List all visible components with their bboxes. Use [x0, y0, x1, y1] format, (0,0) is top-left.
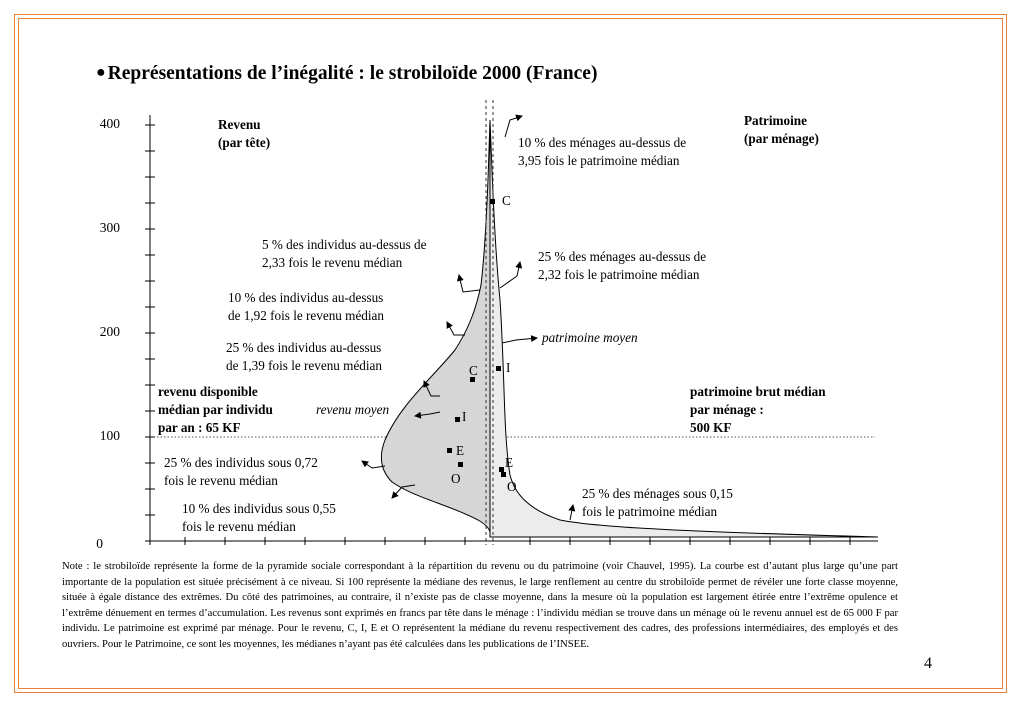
- footnote: Note : le strobiloïde représente la forme de la pyramide sociale correspondant à la répartition du revenu ou du patrimoine (voir Chauvel, 1995). La courbe est d’autant plus large qu’une part importante de la population est située précisément à ce niveau. Si 100 représente la médiane des revenus, le large renflement au centre du strobiloïde permet de révéler une forte classe moyenne, située à égale distance des extrêmes. Du côté des patrimoines, au contraire, il n’existe pas de classe moyenne, dans la mesure où la population est largement étirée entre l’extrême opulence et l’extrême dénuement en termes d’accumulation. Les revenus sont exprimés en francs par tête dans le ménage : l’individu médian se trouve dans un ménage où le revenu annuel est de 65 000 F par individu. Le patrimoine est exprimé par ménage. Pour le revenu, C, I, E et O représentent la médiane du revenu respectivement des cadres, des professions intermédiaires, des employés et des ouvriers. Pour le Patrimoine, ce sont les moyennes, les médianes n’ayant pas été calculées dans les publications de l’INSEE.: [62, 561, 898, 650]
- left-annotation-5pct: 5 % des individus au-dessus de 2,33 fois le revenu médian: [262, 237, 427, 270]
- income-strobiloid-shape: [381, 120, 490, 532]
- arrow-right-25pct-sous: [570, 505, 573, 520]
- point-left-E: E: [456, 443, 465, 458]
- revenu-moyen-label: revenu moyen: [316, 402, 390, 417]
- right-annotation-25pct: 25 % des ménages au-dessus de 2,32 fois le patrimoine médian: [538, 249, 707, 282]
- title-text: Représentations de l’inégalité : le strobiloïde 2000 (France): [107, 63, 598, 84]
- right-annotation-10pct: 10 % des ménages au-dessus de 3,95 fois le patrimoine médian: [518, 135, 687, 168]
- y-tick-100: 100: [99, 428, 120, 443]
- right-annotation-25pct-sous: 25 % des ménages sous 0,15 fois le patrimoine médian: [582, 486, 733, 519]
- marker-right-C: [490, 199, 495, 204]
- left-annotation-10pct: 10 % des individus au-dessus de 1,92 fois le revenu médian: [228, 290, 385, 323]
- point-left-I: I: [462, 409, 467, 424]
- y-tick-300: 300: [99, 220, 120, 235]
- arrow-left-5pct: [459, 275, 480, 292]
- right-header: Patrimoine (par ménage): [744, 113, 819, 146]
- left-annotation-25pct-sous: 25 % des individus sous 0,72 fois le revenu médian: [164, 455, 318, 488]
- arrow-left-10pct: [447, 322, 465, 335]
- arrow-patrimoine-moyen: [502, 338, 537, 343]
- bullet-icon: ●: [96, 64, 106, 81]
- arrow-right-25pct: [500, 262, 520, 288]
- y-tick-200: 200: [99, 324, 120, 339]
- revenu-median-label: revenu disponible médian par individu par an : 65 KF: [158, 384, 273, 435]
- y-tick-400: 400: [99, 116, 120, 131]
- patrimoine-moyen-label: patrimoine moyen: [542, 330, 638, 345]
- page-number: 4: [924, 655, 932, 672]
- marker-left-I: [455, 417, 460, 422]
- patrimoine-median-label: patrimoine brut médian par ménage : 500 KF: [690, 384, 826, 435]
- point-left-C: C: [469, 363, 478, 378]
- left-annotation-25pct: 25 % des individus au-dessus de 1,39 fois le revenu médian: [226, 340, 383, 373]
- point-right-O: O: [507, 479, 517, 494]
- marker-left-O: [458, 462, 463, 467]
- marker-right-I: [496, 366, 501, 371]
- point-left-O: O: [451, 471, 461, 486]
- point-right-E: E: [505, 455, 514, 470]
- left-header: Revenu (par tête): [218, 117, 271, 150]
- left-annotation-10pct-sous: 10 % des individus sous 0,55 fois le revenu médian: [182, 501, 336, 534]
- y-tick-0: 0: [96, 536, 103, 551]
- marker-right-O: [501, 472, 506, 477]
- point-right-C: C: [502, 193, 511, 208]
- marker-right-E: [499, 467, 504, 472]
- marker-left-E: [447, 448, 452, 453]
- point-right-I: I: [506, 360, 511, 375]
